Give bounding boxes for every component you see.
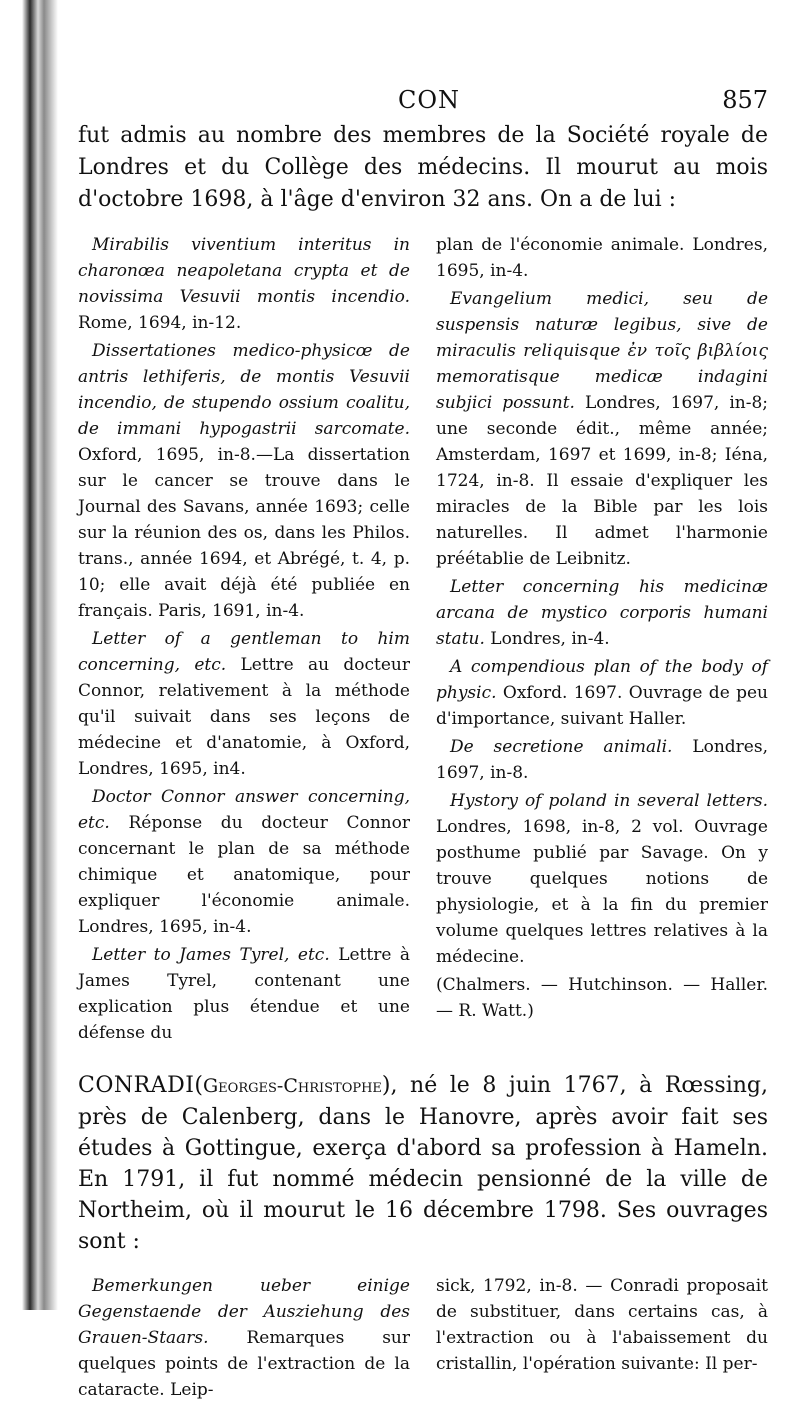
- work-title: Mirabilis viventium interitus in charonœa neapoletana crypta et de novissima Vesuvii montis incendio.: [78, 235, 410, 307]
- bibliography-item: [436, 972, 768, 1024]
- work-description: Londres, 1697, in-8.: [436, 737, 768, 783]
- work-title: Bemerkungen ueber einige Gegenstaende der Ausziehung des Grauen-Staars.: [78, 1276, 410, 1348]
- work-title: Hystory of poland in several letters.: [450, 791, 768, 811]
- work-description: Lettre au docteur Connor, relativement à la méthode qu'il suivait dans ses leçons de médecine et d'anatomie, à Oxford, Londres, 1695, in4.: [78, 655, 410, 779]
- work-description: Oxford, 1695, in-8.—La dissertation sur le cancer se trouve dans le Journal des Savans, année 1693; celle sur la réunion des os, dans les Philos. trans., année 1694, et Abrégé, t. 4, p. 10; elle avait déjà été publiée en français. Paris, 1691, in-4.: [78, 445, 410, 621]
- bibliography-item: [436, 1273, 768, 1377]
- page-binding-edge: [0, 0, 58, 1310]
- work-title: Letter concerning his medicinæ arcana de mystico corporis humani statu.: [436, 577, 768, 649]
- work-description: Lettre à James Tyrel, contenant une explication plus étendue et une défense du: [78, 945, 410, 1043]
- work-description: (Chalmers. — Hutchinson. — Haller. — R. Watt.): [436, 975, 768, 1021]
- running-head: CON: [398, 86, 461, 114]
- work-description: sick, 1792, in-8. — Conradi proposait de substituer, dans certains cas, à l'extraction ou à l'abaissement du cristallin, l'opération suivante: Il per-: [436, 1276, 768, 1374]
- entry-given-names: Georges-Christophe: [203, 1075, 382, 1097]
- bibliography-item: [78, 942, 410, 1046]
- work-description: Oxford. 1697. Ouvrage de peu d'importance, suivant Haller.: [436, 683, 769, 729]
- work-description: plan de l'économie animale. Londres, 1695, in-4.: [436, 235, 768, 281]
- entry-text: ), né le 8 juin 1767, à Rœssing, près de Calenberg, dans le Hanovre, après avoir fait ses études à Gottingue, exerça d'abord sa profession à Hameln. En 1791, il fut nommé médecin pensionné de la ville de Northeim, où il mourut le 16 décembre 1798. Ses ouvrages sont :: [78, 1073, 768, 1254]
- bottom-columns: [78, 1273, 768, 1405]
- bibliography-item: [78, 1273, 410, 1403]
- bibliography-item: [436, 654, 768, 732]
- work-description: Londres, 1698, in-8, 2 vol. Ouvrage posthume publié par Savage. On y trouve quelques notions de physiologie, et à la fin du premier volume quelques lettres relatives à la médecine.: [436, 817, 768, 967]
- work-description: Réponse du docteur Connor concernant le plan de sa méthode chimique et anatomique, pour expliquer l'économie animale. Londres, 1695, in-4.: [78, 813, 410, 937]
- page-number: 857: [722, 86, 768, 114]
- work-title: Evangelium medici, seu de suspensis naturæ legibus, sive de miraculis reliquisque ἐν τοῖς βιβλίοις memoratisque medicæ indagini subjici possunt.: [436, 289, 768, 413]
- bibliography-item: [436, 286, 768, 572]
- bibliography-item: [436, 734, 768, 786]
- right-column: [436, 232, 768, 1048]
- work-title: Doctor Connor answer concerning, etc.: [78, 787, 410, 833]
- conradi-entry: CONRADI(Georges-Christophe), né le 8 juin 1767, à Rœssing, près de Calenberg, dans le Hanovre, après avoir fait ses études à Gottingue, exerça d'abord sa profession à Hameln. En 1791, il fut nommé médecin pensionné de la ville de Northeim, où il mourut le 16 décembre 1798. Ses ouvrages sont :: [78, 1073, 768, 1254]
- page-header: [78, 86, 768, 120]
- work-title: Letter of a gentleman to him concerning, etc.: [78, 629, 410, 675]
- bibliography-item: [78, 626, 410, 782]
- bibliography-item: [78, 232, 410, 336]
- bottom-right-column: [436, 1273, 768, 1405]
- bibliography-columns: [78, 232, 768, 1048]
- left-column: [78, 232, 410, 1048]
- intro-paragraph: fut admis au nombre des membres de la Société royale de Londres et du Collège des médecins. Il mourut au mois d'octobre 1698, à l'âge d'environ 32 ans. On a de lui :: [78, 123, 768, 212]
- book-page: [78, 86, 768, 1405]
- work-title: De secretione animali.: [450, 737, 673, 757]
- work-title: A compendious plan of the body of physic.: [436, 657, 768, 703]
- work-description: Remarques sur quelques points de l'extraction de la cataracte. Leip-: [78, 1328, 411, 1400]
- work-title: Letter to James Tyrel, etc.: [92, 945, 330, 965]
- work-description: Londres, in-4.: [490, 629, 610, 649]
- bibliography-item: [436, 574, 768, 652]
- work-description: Rome, 1694, in-12.: [78, 313, 242, 333]
- bibliography-item: [78, 784, 410, 940]
- entry-name: CONRADI: [78, 1073, 195, 1098]
- work-title: Dissertationes medico-physicœ de antris lethiferis, de montis Vesuvii incendio, de stupendo ossium coalitu, de immani hypogastrii sarcomate.: [78, 341, 410, 439]
- work-description: Londres, 1697, in-8; une seconde édit., même année; Amsterdam, 1697 et 1699, in-8; Iéna, 1724, in-8. Il essaie d'expliquer les miracles de la Bible par les lois naturelles. Il admet l'harmonie préétablie de Leibnitz.: [436, 393, 768, 569]
- bibliography-item: [436, 788, 768, 970]
- bibliography-item: [78, 338, 410, 624]
- bibliography-item: [436, 232, 768, 284]
- bottom-left-column: [78, 1273, 410, 1405]
